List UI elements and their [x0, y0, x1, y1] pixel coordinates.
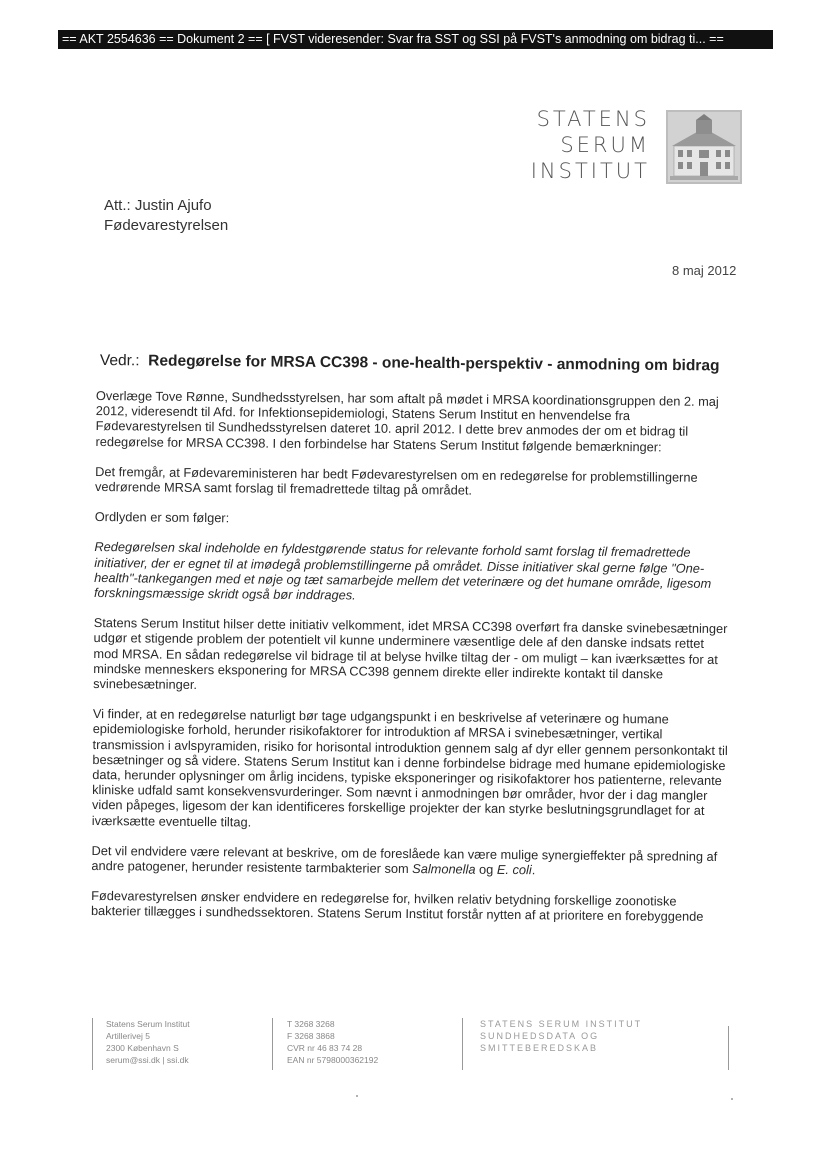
footer-divider	[728, 1026, 729, 1070]
footer-contact-line: CVR nr 46 83 74 28	[287, 1043, 363, 1053]
footer-divider	[92, 1018, 93, 1070]
subject-line	[100, 352, 750, 376]
paragraph-5: Statens Serum Institut hilser dette initiativ velkomment, idet MRSA CC398 overført fra danske svinebesætninger udgør et stigende problem der potentielt vil kunne underminere væsentlige dele af den danske indsats rettet mod MRSA. En sådan redegørelse vil bidrage til at belyse hvilke tiltag der - om muligt – kan iværksættes for at mindske menneskers eksponering for MRSA CC398 gennem direkte eller indirekte kontakt til danske svinebesætninger.	[93, 615, 728, 693]
document-header-bar	[58, 30, 773, 49]
logo-line-3: INSTITUT	[530, 159, 650, 183]
footer-contact	[287, 1018, 378, 1066]
footer-department	[480, 1018, 642, 1054]
paragraph-3: Ordlyden er som følger:	[94, 509, 230, 526]
footer-address-line: 2300 København S	[106, 1043, 179, 1053]
footer-address-line: serum@ssi.dk | ssi.dk	[106, 1055, 189, 1065]
quoted-paragraph: Redegørelsen skal indeholde en fyldestgørende status for relevante forhold samt forslag til fremadrettede initiativer, der er egnet til at imødegå problemstillingerne på området. Disse initiativer skal gerne følge "One-health"-tankegangen med et nøje og tæt samarbejde mellem det veterinære og det humane område, ligesom forskningsmæssige skridt også bør inddrages.	[93, 539, 712, 603]
subject-prefix: Vedr.:	[99, 352, 140, 370]
logo-line-1: STATENS	[536, 107, 650, 131]
footer-divider	[462, 1018, 463, 1070]
paragraph-2: Det fremgår, at Fødevareministeren har bedt Fødevarestyrelsen om en redegørelse for problemstillingerne vedrørende MRSA samt forslag til fremadrettede tiltag på området.	[94, 463, 698, 498]
recipient-org: Fødevarestyrelsen	[104, 217, 229, 234]
letter-footer	[0, 1018, 828, 1078]
logo-line-2: SERUM	[560, 133, 650, 157]
footer-contact-line: EAN nr 5798000362192	[287, 1055, 379, 1065]
footer-contact-line: F 3268 3868	[287, 1031, 335, 1041]
ecoli-term: E. coli	[496, 861, 532, 878]
footer-address	[106, 1018, 190, 1066]
footer-department-line: STATENS SERUM INSTITUT	[480, 1019, 643, 1029]
header-bar-text: == AKT 2554636 == Dokument 2 == [ FVST videresender: Svar fra SST og SSI på FVST's anmodning om bidrag ti... ==	[62, 32, 724, 46]
paragraph-1: Overlæge Tove Rønne, Sundhedsstyrelsen, har som aftalt på mødet i MRSA koordinationsgruppen den 2. maj 2012, videresendt til Afd. for Infektionsepidemiologi, Statens Serum Institut en henvendelse fra Fødevarestyrelsen til Sundhedsstyrelsen dateret 10. april 2012. I dette brev anmodes der om et bidrag til redegørelse for MRSA CC398. I den forbindelse har Statens Serum Institut følgende bemærkninger:	[95, 388, 719, 455]
paragraph-7	[91, 843, 729, 880]
letter-body	[91, 388, 734, 940]
scan-speck	[731, 1098, 733, 1100]
paragraph-7-end: .	[531, 862, 536, 878]
recipient-block	[104, 196, 228, 236]
building-logo-icon	[666, 110, 742, 184]
recipient-att: Att.: Justin Ajufo	[104, 197, 212, 214]
footer-department-line: SUNDHEDSDATA OG	[480, 1031, 600, 1041]
footer-contact-line: T 3268 3268	[287, 1019, 335, 1029]
paragraph-6: Vi finder, at en redegørelse naturligt bør tage udgangspunkt i en beskrivelse af veterinære og humane epidemiologiske forhold, herunder risikofaktorer for introduktion af MRSA i svinebesætninger, vertikal transmission i avlspyramiden, risiko for horisontal introduktion gennem salg af dyr eller gennem personkontakt til besætninger og så videre. Statens Serum Institut kan i denne forbindelse bidrage med humane epidemiologiske data, herunder oplysninger om årlig incidens, typiske eksponeringer og risikofaktorer hos patienterne, relevante kliniske udfald samt konsekvensvurderinger. Som nævnt i anmodningen bør områder, hvor der i dag mangler viden påpeges, ligesom der kan identificeres forskellige projekter der kan styrke beslutningsgrundlaget for at iværksætte eventuelle tiltag.	[91, 706, 728, 830]
paragraph-8: Fødevarestyrelsen ønsker endvidere en redegørelse for, hvilken relativ betydning forskellige zoonotiske bakterier tillægges i sundhedssektoren. Statens Serum Institut forstår nytten af at prioritere en forebyggende	[90, 888, 704, 925]
footer-department-line: SMITTEBEREDSKAB	[480, 1043, 599, 1053]
scan-speck	[356, 1095, 358, 1097]
letter-date: 8 maj 2012	[672, 263, 737, 278]
footer-address-line: Artillerivej 5	[106, 1031, 150, 1041]
footer-divider	[272, 1018, 273, 1070]
subject-title: Redegørelse for MRSA CC398 - one-health-perspektiv - anmodning om bidrag	[148, 352, 720, 375]
salmonella-term: Salmonella	[412, 861, 476, 877]
paragraph-7-text: Det vil endvidere være relevant at beskrive, om de foreslåede kan være mulige synergieffekter på spredning af andre patogener, herunder resistente tarmbakterier som	[91, 842, 718, 877]
institution-logo-text	[531, 106, 650, 184]
footer-address-line: Statens Serum Institut	[106, 1019, 190, 1029]
paragraph-7-og: og	[475, 861, 497, 877]
